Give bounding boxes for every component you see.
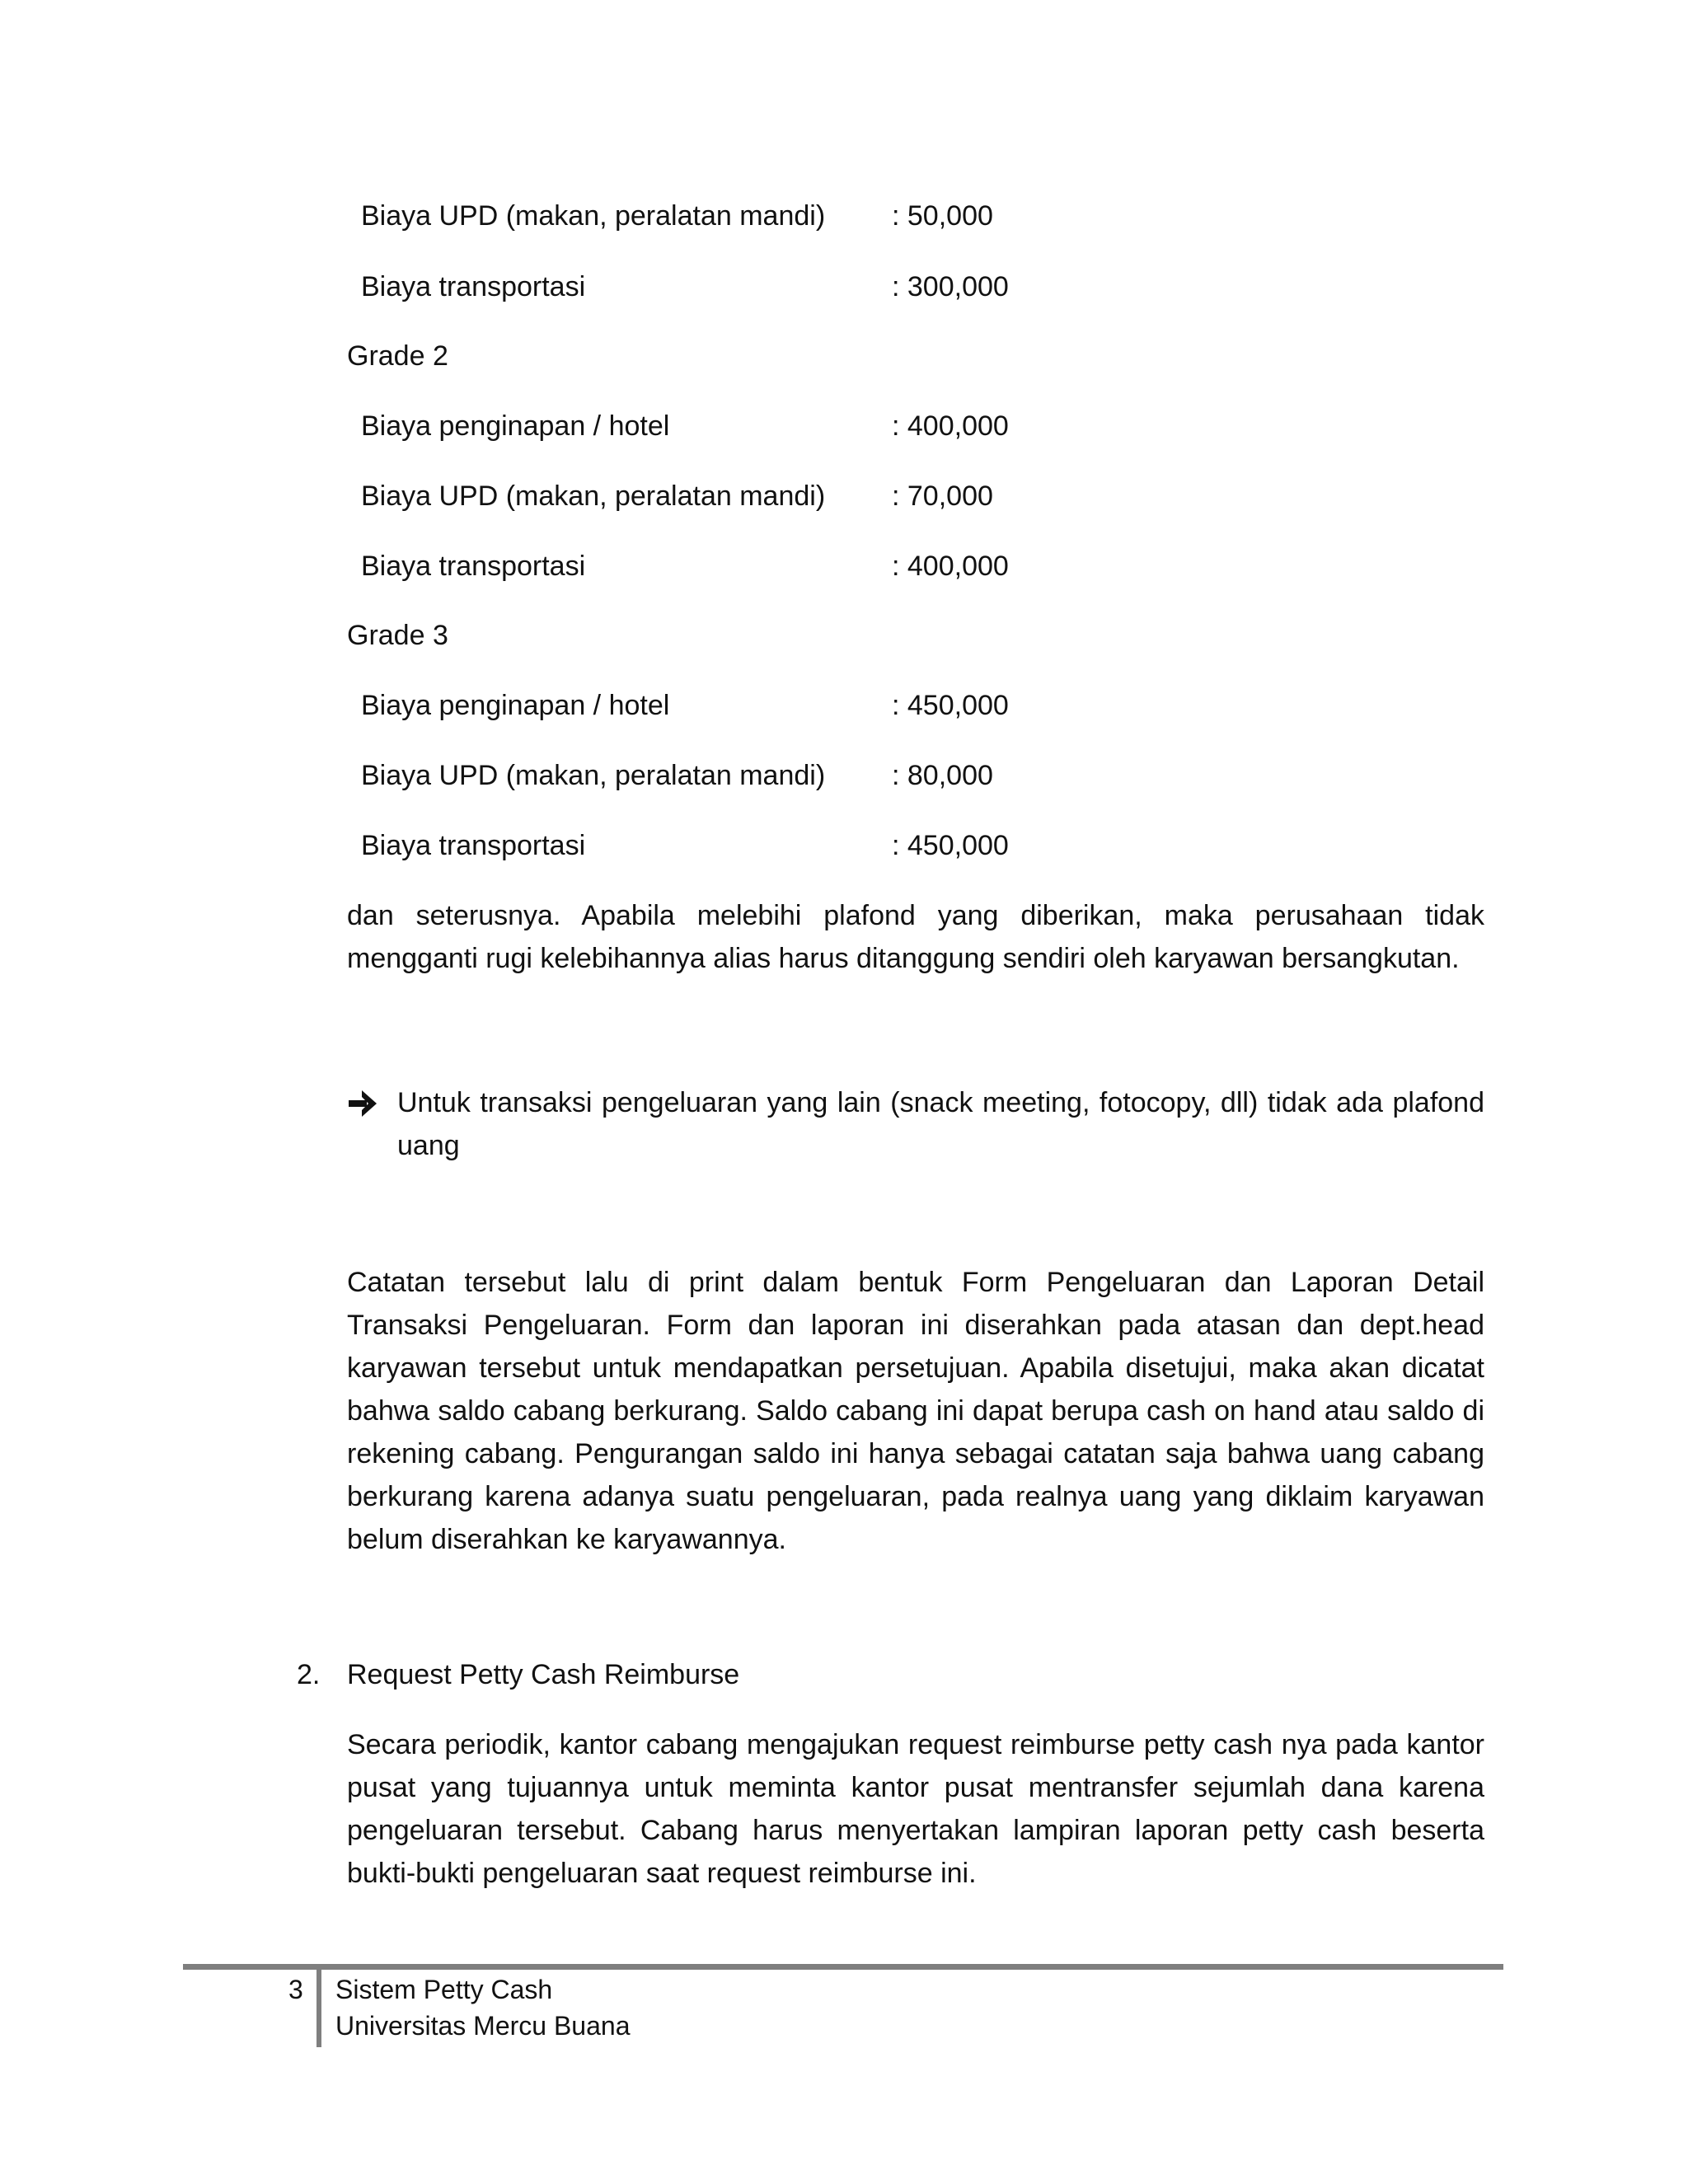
grade3-hotel-label: Biaya penginapan / hotel bbox=[361, 690, 670, 721]
right-arrow-icon bbox=[347, 1087, 378, 1120]
section2-paragraph: Secara periodik, kantor cabang mengajukan request reimburse petty cash nya pada kantor pusat yang tujuannya untuk meminta kantor pusat mentransfer sejumlah dana karena pengeluaran tersebut. Cabang harus menyertakan lampiran laporan petty cash beserta bukti-bukti pengeluaran saat request reimburse ini. bbox=[347, 1729, 1484, 1889]
grade3-hotel-value: : 450,000 bbox=[892, 690, 1009, 721]
grade3-heading: Grade 3 bbox=[347, 620, 448, 651]
grade3-upd-label: Biaya UPD (makan, peralatan mandi) bbox=[361, 760, 826, 791]
grade3-transport-value: : 450,000 bbox=[892, 830, 1009, 861]
catatan-paragraph: Catatan tersebut lalu di print dalam bentuk Form Pengeluaran dan Laporan Detail Transaksi Pengeluaran. Form dan laporan ini diserahkan pada atasan dan dept.head karyawan tersebut untuk mendapatkan persetujuan. Apabila disetujui, maka akan dicatat bahwa saldo cabang berkurang. Saldo cabang ini dapat berupa cash on hand atau saldo di rekening cabang. Pengurangan saldo ini hanya sebagai catatan saja bahwa uang cabang berkurang karena adanya suatu pengeluaran, pada realnya uang yang diklaim karyawan belum diserahkan ke karyawannya. bbox=[347, 1267, 1484, 1555]
footer-title: Sistem Petty Cash bbox=[335, 1975, 553, 2004]
section-number: 2. bbox=[297, 1659, 321, 1690]
section-heading: Request Petty Cash Reimburse bbox=[347, 1659, 740, 1690]
grade2-transport-label: Biaya transportasi bbox=[361, 551, 586, 582]
plafond-paragraph: dan seterusnya. Apabila melebihi plafond yang diberikan, maka perusahaan tidak mengganti rugi kelebihannya alias harus ditanggung sendiri oleh karyawan bersangkutan. bbox=[347, 900, 1484, 974]
grade1-transport-value: : 300,000 bbox=[892, 271, 1009, 302]
grade1-upd-label: Biaya UPD (makan, peralatan mandi) bbox=[361, 200, 826, 232]
grade3-upd-value: : 80,000 bbox=[892, 760, 993, 791]
footer-rule bbox=[183, 1964, 1503, 1970]
grade2-upd-value: : 70,000 bbox=[892, 480, 993, 512]
grade1-upd-value: : 50,000 bbox=[892, 200, 993, 232]
grade2-transport-value: : 400,000 bbox=[892, 551, 1009, 582]
grade2-upd-label: Biaya UPD (makan, peralatan mandi) bbox=[361, 480, 826, 512]
footer-divider bbox=[316, 1970, 321, 2047]
page-number: 3 bbox=[288, 1975, 303, 2004]
grade2-hotel-label: Biaya penginapan / hotel bbox=[361, 410, 670, 442]
grade2-hotel-value: : 400,000 bbox=[892, 410, 1009, 442]
bullet-item: Untuk transaksi pengeluaran yang lain (snack meeting, fotocopy, dll) tidak ada plafond uang bbox=[397, 1087, 1484, 1161]
footer-institution: Universitas Mercu Buana bbox=[335, 2011, 631, 2041]
grade2-heading: Grade 2 bbox=[347, 340, 448, 372]
grade1-transport-label: Biaya transportasi bbox=[361, 271, 586, 302]
grade3-transport-label: Biaya transportasi bbox=[361, 830, 586, 861]
